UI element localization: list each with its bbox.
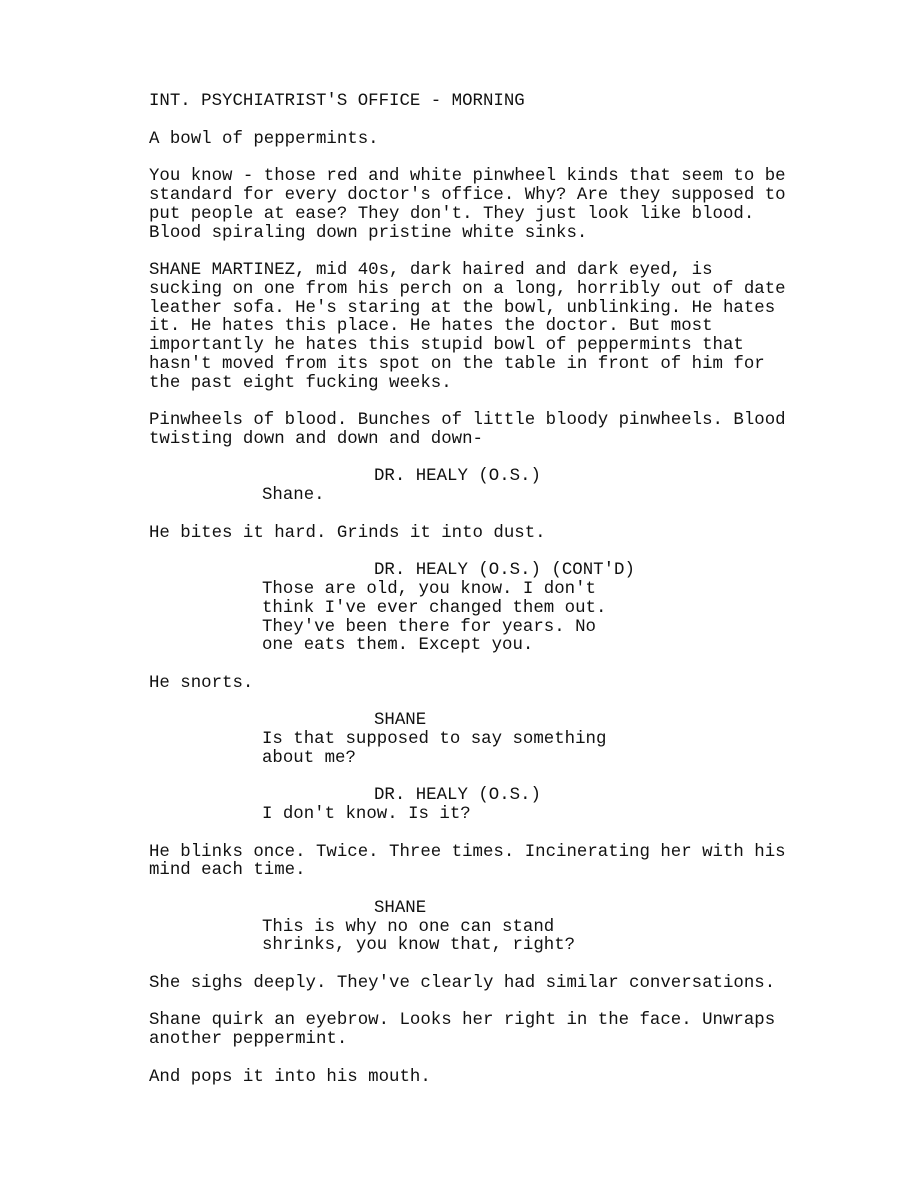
dialogue-line: think I've ever changed them out. bbox=[262, 599, 607, 618]
action-line: You know - those red and white pinwheel kinds that seem to be bbox=[149, 167, 786, 186]
action-line: He snorts. bbox=[149, 674, 254, 693]
dialogue-line: They've been there for years. No bbox=[262, 618, 596, 637]
action-line: importantly he hates this stupid bowl of peppermints that bbox=[149, 336, 744, 355]
dialogue-line: Shane. bbox=[262, 486, 325, 505]
character-cue: DR. HEALY (O.S.) bbox=[374, 786, 541, 805]
character-cue: SHANE bbox=[374, 899, 427, 918]
action-line: twisting down and down and down- bbox=[149, 430, 483, 449]
dialogue-line: I don't know. Is it? bbox=[262, 805, 471, 824]
action-line: sucking on one from his perch on a long, horribly out of date bbox=[149, 280, 786, 299]
action-line: He bites it hard. Grinds it into dust. bbox=[149, 524, 546, 543]
dialogue-line: Those are old, you know. I don't bbox=[262, 580, 596, 599]
action-line: She sighs deeply. They've clearly had similar conversations. bbox=[149, 974, 776, 993]
action-line: standard for every doctor's office. Why? Are they supposed to bbox=[149, 186, 786, 205]
action-line: another peppermint. bbox=[149, 1030, 348, 1049]
dialogue-line: Is that supposed to say something bbox=[262, 730, 607, 749]
action-line: hasn't moved from its spot on the table in front of him for bbox=[149, 355, 765, 374]
action-line: mind each time. bbox=[149, 861, 306, 880]
action-line: SHANE MARTINEZ, mid 40s, dark haired and dark eyed, is bbox=[149, 261, 713, 280]
action-line: put people at ease? They don't. They just look like blood. bbox=[149, 205, 755, 224]
character-cue: DR. HEALY (O.S.) bbox=[374, 467, 541, 486]
character-cue: DR. HEALY (O.S.) (CONT'D) bbox=[374, 561, 635, 580]
scene-heading: INT. PSYCHIATRIST'S OFFICE - MORNING bbox=[149, 92, 525, 111]
action-line: Blood spiraling down pristine white sinks. bbox=[149, 224, 588, 243]
action-line: it. He hates this place. He hates the doctor. But most bbox=[149, 317, 713, 336]
dialogue-line: shrinks, you know that, right? bbox=[262, 936, 576, 955]
dialogue-line: about me? bbox=[262, 749, 356, 768]
dialogue-line: This is why no one can stand bbox=[262, 918, 555, 937]
action-line: Pinwheels of blood. Bunches of little bloody pinwheels. Blood bbox=[149, 411, 786, 430]
action-line: Shane quirk an eyebrow. Looks her right in the face. Unwraps bbox=[149, 1011, 776, 1030]
action-line: leather sofa. He's staring at the bowl, unblinking. He hates bbox=[149, 299, 776, 318]
action-line: the past eight fucking weeks. bbox=[149, 374, 452, 393]
character-cue: SHANE bbox=[374, 711, 427, 730]
action-line: A bowl of peppermints. bbox=[149, 130, 379, 149]
action-line: He blinks once. Twice. Three times. Incinerating her with his bbox=[149, 843, 786, 862]
action-line: And pops it into his mouth. bbox=[149, 1068, 431, 1087]
dialogue-line: one eats them. Except you. bbox=[262, 636, 534, 655]
